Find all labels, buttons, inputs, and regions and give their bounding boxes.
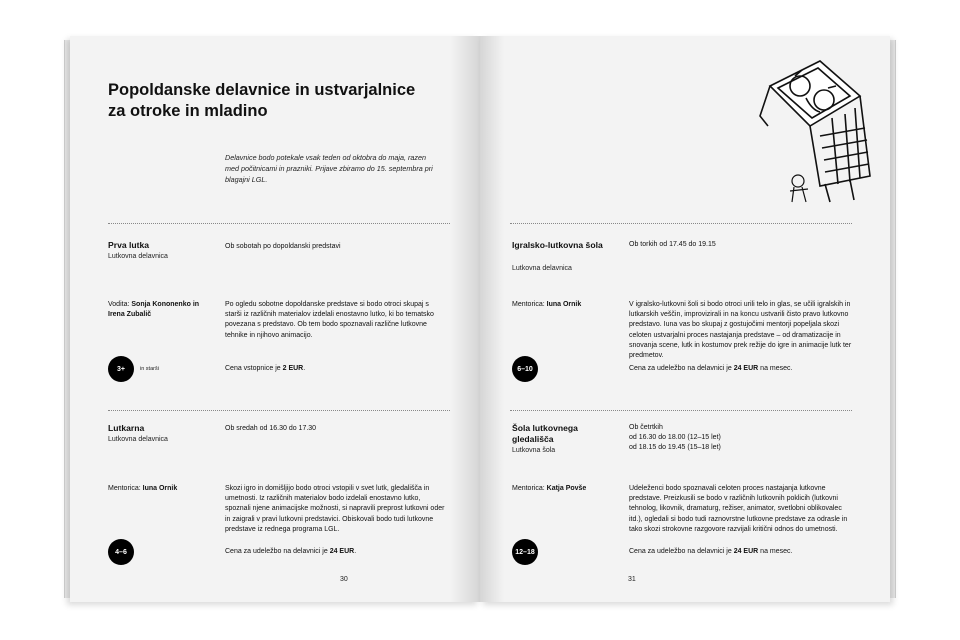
- price-prefix: Cena vstopnice je: [225, 365, 281, 372]
- leader-names: Iuna Ornik: [546, 301, 582, 308]
- leader-prefix: Mentorica:: [512, 301, 545, 308]
- section-divider: [108, 223, 450, 224]
- section-description: Udeleženci bodo spoznavali celoten proces nastajanja lutkovne predstave. Preizkusili se bodo v različnih lutkovnih poklicih (lutkovni tehnolog, likovnik, dramaturg, režiser, animator, svetlobni oblikovalec itd.), ogledali si bodo tudi raznovrstne lutkovne predstave za odrasle in tako skozi strokovne razgovore razvijali kritični odnos do umetnosti.: [629, 485, 848, 533]
- page-title: Popoldanske delavnice in ustvarjalnice za otroke in mladino: [108, 81, 416, 120]
- section-type: Lutkovna delavnica: [108, 253, 168, 260]
- section-title: Igralsko-lutkovna šola: [512, 240, 603, 250]
- gutter-shadow: [450, 36, 480, 602]
- price-suffix: na mesec.: [760, 548, 793, 555]
- price-suffix: .: [303, 365, 306, 372]
- section-leader: [512, 484, 612, 494]
- section-leader: [108, 484, 208, 494]
- age-badge: 6–10: [512, 356, 538, 382]
- age-note: in starši: [140, 366, 159, 372]
- schedule-line: od 16.30 do 18.00 (12–15 let): [629, 434, 721, 442]
- page-number: 30: [340, 576, 348, 583]
- section-description: V igralsko-lutkovni šoli si bodo otroci urili telo in glas, se učili igralskih in lutkarskih veščin, improvizirali in na koncu ustvarili čisto pravo lutkovno predstavo. Iuna vas bo skupaj z gostujočimi mentorji popeljala skozi celoten ustvarjalni proces nastajanja predstave – od dramatizacije in snovanja scene, lutk in kostumov prek režije do igre in animacije lutk ter predmetov.: [629, 301, 852, 360]
- page-number: 31: [628, 576, 636, 583]
- section-price: [629, 547, 857, 557]
- section-schedule: Ob sobotah po dopoldanski predstavi: [225, 243, 341, 250]
- section-schedule: Ob sredah od 16.30 do 17.30: [225, 425, 317, 432]
- section-divider: [510, 410, 852, 411]
- price-value: 24 EUR: [733, 548, 759, 555]
- price-prefix: Cena za udeležbo na delavnici je: [629, 548, 732, 555]
- price-suffix: na mesec.: [760, 365, 793, 372]
- gutter-shadow: [480, 36, 504, 602]
- puppet-illustration: [750, 56, 890, 206]
- section-type: Lutkovna delavnica: [512, 265, 572, 272]
- section-schedule: Ob torkih od 17.45 do 19.15: [629, 241, 716, 248]
- section-title: Lutkarna: [108, 423, 145, 433]
- price-prefix: Cena za udeležbo na delavnici je: [225, 548, 328, 555]
- section-schedule: [629, 423, 849, 454]
- book-spread: [70, 36, 890, 602]
- section-price: [225, 364, 447, 374]
- price-value: 24 EUR: [329, 548, 355, 555]
- age-badge: 4–6: [108, 539, 134, 565]
- leader-prefix: Mentorica:: [108, 485, 141, 492]
- section-description: Skozi igro in domišljijo bodo otroci vstopili v svet lutk, gledališča in umetnosti. Iz različnih materialov bodo izdelali enostavno lutko, spoznali njene animacijske možnosti, si napravili preprost lutkovni oder in zaigrali v pravi lutkovni predstavici. Obiskovali bodo tudi lutkovne predstave iz rednega programa LGL.: [225, 485, 445, 533]
- section-price: [225, 547, 447, 557]
- section-divider: [108, 410, 450, 411]
- price-prefix: Cena za udeležbo na delavnici je: [629, 365, 732, 372]
- price-value: 24 EUR: [733, 365, 759, 372]
- section-type: Lutkovna šola: [512, 447, 556, 454]
- schedule-line: Ob četrtkih: [629, 424, 663, 431]
- leader-prefix: Mentorica:: [512, 485, 545, 492]
- leader-prefix: Vodita:: [108, 301, 130, 308]
- intro-text: Delavnice bodo potekale vsak teden od oktobra do maja, razen med počitnicami in prazniki. Prijave zbiramo do 15. septembra pri blagajni LGL.: [225, 153, 433, 184]
- age-badge: 3+: [108, 356, 134, 382]
- age-badge: 12–18: [512, 539, 538, 565]
- leader-names: Sonja Kononenko in Irena Zubalič: [108, 301, 200, 318]
- section-leader: [512, 300, 612, 310]
- section-divider: [510, 223, 852, 224]
- right-page: [480, 36, 890, 602]
- section-title: Prva lutka: [108, 240, 150, 250]
- section-leader: [108, 300, 208, 320]
- price-value: 2 EUR: [282, 365, 304, 372]
- section-price: [629, 364, 857, 374]
- section-type: Lutkovna delavnica: [108, 436, 168, 443]
- leader-names: Katja Povše: [546, 485, 587, 492]
- left-page: [70, 36, 480, 602]
- section-title: Šola lutkovnega gledališča: [512, 423, 578, 444]
- price-suffix: .: [354, 548, 357, 555]
- section-description: Po ogledu sobotne dopoldanske predstave si bodo otroci skupaj s starši iz različnih materialov izdelali enostavno lutko, ki bo tematsko povezana s predstavo. Ob tem bodo spoznavali različne lutkovne tehnike in njihovo animacijo.: [225, 301, 434, 339]
- leader-names: Iuna Ornik: [142, 485, 178, 492]
- schedule-line: od 18.15 do 19.45 (15–18 let): [629, 444, 721, 452]
